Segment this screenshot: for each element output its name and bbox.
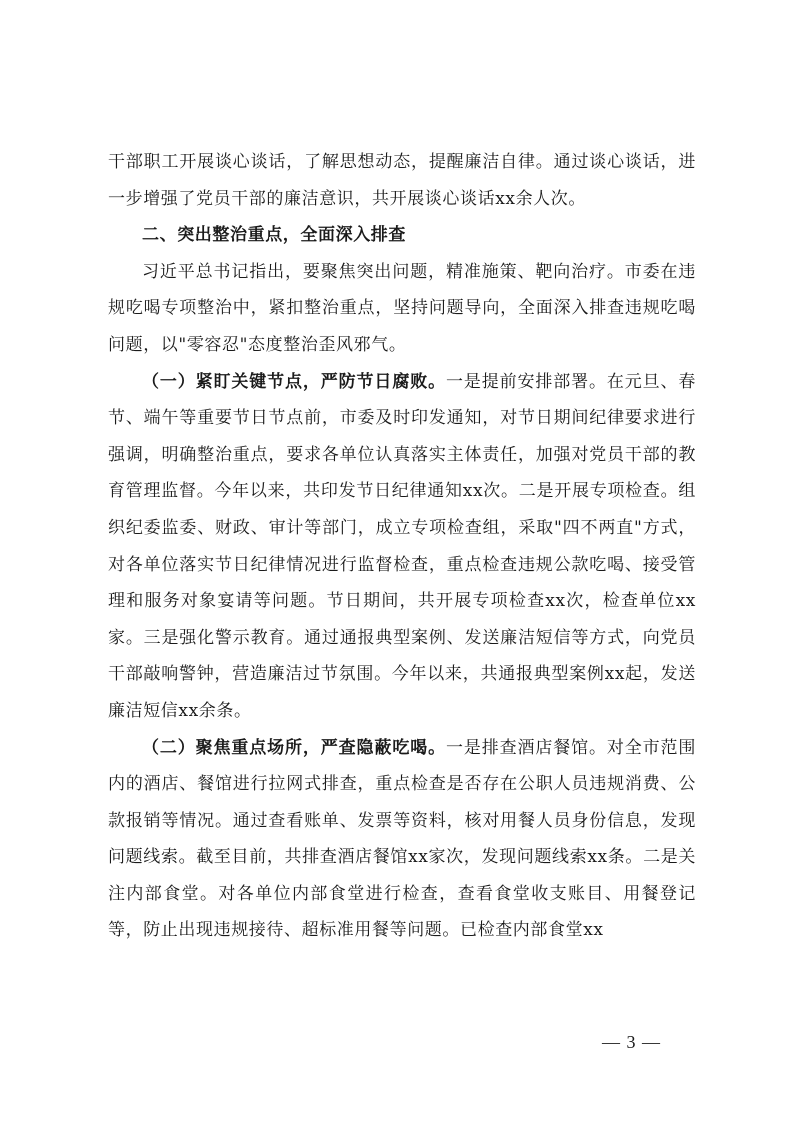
subsection-title: （一）紧盯关键节点，严防节日腐败。 xyxy=(142,371,446,392)
subsection-title: （二）聚焦重点场所，严查隐蔽吃喝。 xyxy=(142,737,446,758)
paragraph: 习近平总书记指出，要聚焦突出问题，精准施策、靶向治疗。市委在违规吃喝专项整治中，紧扣整治重点，坚持问题导向，全面深入排查违规吃喝问题，以"零容忍"态度整治歪风邪气。 xyxy=(108,261,696,355)
page-number: — 3 — xyxy=(602,1032,661,1052)
body-text xyxy=(108,144,696,949)
subsection-text: 一是提前安排部署。在元旦、春节、端午等重要节日节点前，市委及时印发通知，对节日期间纪律要求进行强调，明确整治重点，要求各单位认真落实主体责任，加强对党员干部的教育管理监督。今年以来，共印发节日纪律通知xx次。二是开展专项检查。组织纪委监委、财政、审计等部门，成立专项检查组，采取"四不两直"方式，对各单位落实节日纪律情况进行监督检查，重点检查违规公款吃喝、接受管理和服务对象宴请等问题。节日期间，共开展专项检查xx次，检查单位xx家。三是强化警示教育。通过通报典型案例、发送廉洁短信等方式，向党员干部敲响警钟，营造廉洁过节氛围。今年以来，共通报典型案例xx起，发送廉洁短信xx余条。 xyxy=(108,371,697,721)
paragraph-continuation: 干部职工开展谈心谈话，了解思想动态，提醒廉洁自律。通过谈心谈话，进一步增强了党员干部的廉洁意识，共开展谈心谈话xx余人次。 xyxy=(108,152,696,209)
subsection-text: 一是排查酒店餐馆。对全市范围内的酒店、餐馆进行拉网式排查，重点检查是否存在公职人员违规消费、公款报销等情况。通过查看账单、发票等资料，核对用餐人员身份信息，发现问题线索。截至目前，共排查酒店餐馆xx家次，发现问题线索xx条。二是关注内部食堂。对各单位内部食堂进行检查，查看食堂收支账目、用餐登记等，防止出现违规接待、超标准用餐等问题。已检查内部食堂xx xyxy=(108,737,697,941)
section-heading: 二、突出整治重点，全面深入排查 xyxy=(142,225,406,246)
subsection-paragraph xyxy=(108,364,696,730)
subsection-paragraph xyxy=(108,730,696,950)
